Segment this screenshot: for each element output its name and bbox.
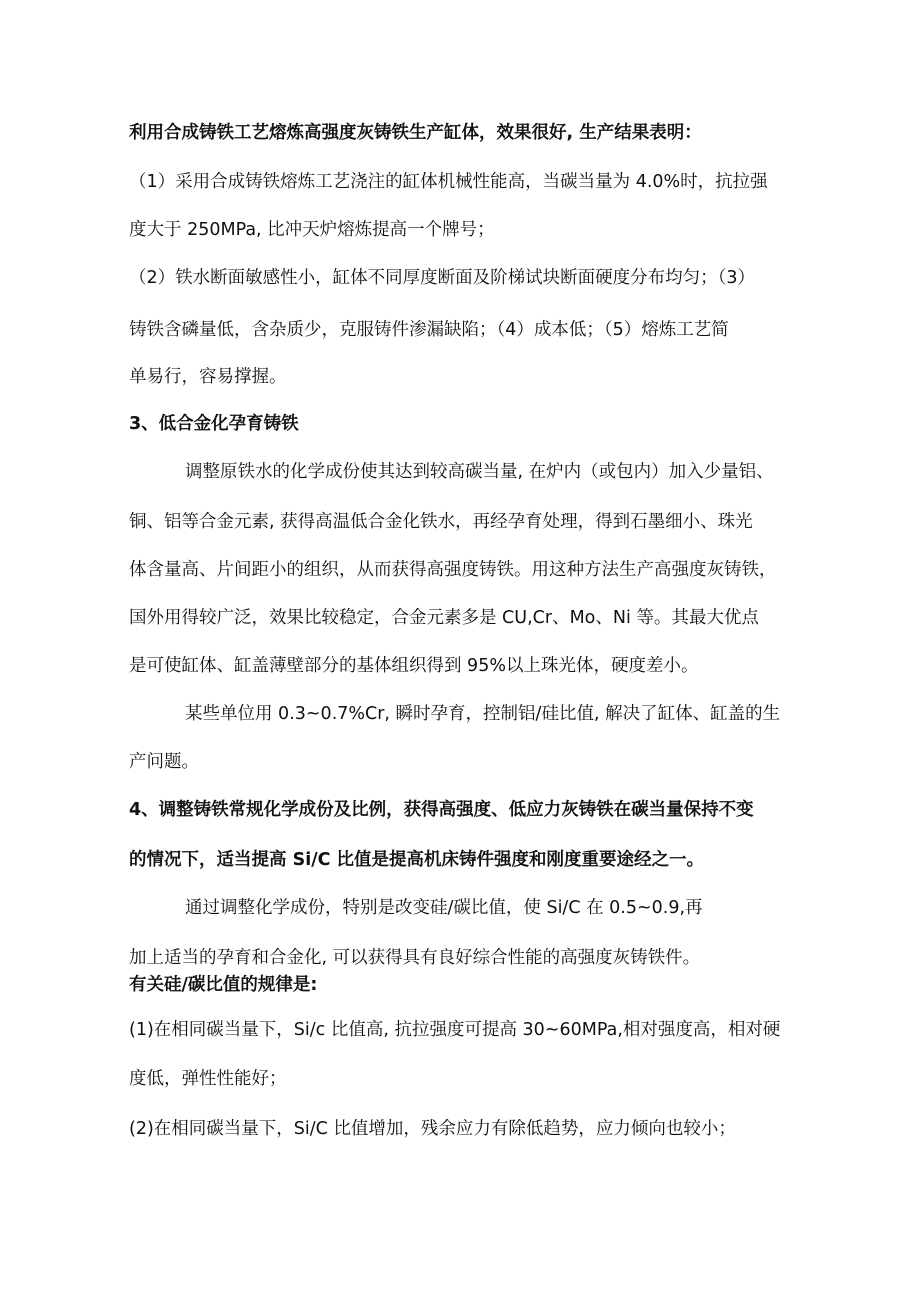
- section-4-heading-line-1: 4、调整铸铁常规化学成份及比例，获得高强度、低应力灰铸铁在碳当量保持不变: [129, 800, 754, 820]
- section-3-para-1-line-1: 调整原铁水的化学成份使其达到较高碳当量, 在炉内（或包内）加入少量铝、: [185, 462, 774, 482]
- rule-2-line-1: (2)在相同碳当量下，Si/C 比值增加，残余应力有除低趋势，应力倾向也较小；: [129, 1119, 736, 1139]
- rule-1-line-1: (1)在相同碳当量下，Si/c 比值高, 抗拉强度可提高 30~60MPa,相对强度高，相对硬: [129, 1020, 781, 1040]
- section-3-para-2-line-1: 某些单位用 0.3~0.7%Cr, 瞬时孕育，控制铝/硅比值, 解决了缸体、缸盖的生: [185, 704, 781, 724]
- section-4-heading-line-2: 的情况下，适当提高 Si/C 比值是提高机床铸件强度和刚度重要途经之一。: [129, 850, 705, 870]
- result-2-line-2: 铸铁含磷量低，含杂质少，克服铸件渗漏缺陷；（4）成本低；（5）熔炼工艺简: [129, 320, 729, 340]
- section-4-para-line-2: 加上适当的孕育和合金化, 可以获得具有良好综合性能的高强度灰铸铁件。: [129, 948, 701, 968]
- intro-heading-line: 利用合成铸铁工艺熔炼高强度灰铸铁生产缸体，效果很好, 生产结果表明：: [129, 123, 702, 143]
- section-3-para-1-line-3: 体含量高、片间距小的组织，从而获得高强度铸铁。用这种方法生产高强度灰铸铁，: [129, 560, 777, 580]
- result-2-line-1: （2）铁水断面敏感性小，缸体不同厚度断面及阶梯试块断面硬度分布均匀；（3）: [129, 268, 756, 288]
- section-3-para-1-line-5: 是可使缸体、缸盖薄壁部分的基体组织得到 95%以上珠光体，硬度差小。: [129, 656, 699, 676]
- result-2-line-3: 单易行，容易撑握。: [129, 367, 287, 387]
- si-c-rules-heading: 有关硅/碳比值的规律是:: [129, 975, 318, 995]
- section-3-para-1-line-4: 国外用得较广泛，效果比较稳定，合金元素多是 CU,Cr、Mo、Ni 等。其最大优点: [129, 608, 759, 628]
- section-3-heading: 3、低合金化孕育铸铁: [129, 414, 299, 434]
- result-1-line-2: 度大于 250MPa, 比冲天炉熔炼提高一个牌号；: [129, 220, 495, 240]
- section-3-para-2-line-2: 产问题。: [129, 752, 199, 772]
- result-1-line-1: （1）采用合成铸铁熔炼工艺浇注的缸体机械性能高，当碳当量为 4.0%时，抗拉强: [129, 172, 768, 192]
- section-3-para-1-line-2: 铜、铝等合金元素, 获得高温低合金化铁水，再经孕育处理，得到石墨细小、珠光: [129, 512, 753, 532]
- section-4-para-line-1: 通过调整化学成份，特别是改变硅/碳比值，使 Si/C 在 0.5~0.9,再: [185, 898, 703, 918]
- rule-1-line-2: 度低，弹性性能好；: [129, 1069, 287, 1089]
